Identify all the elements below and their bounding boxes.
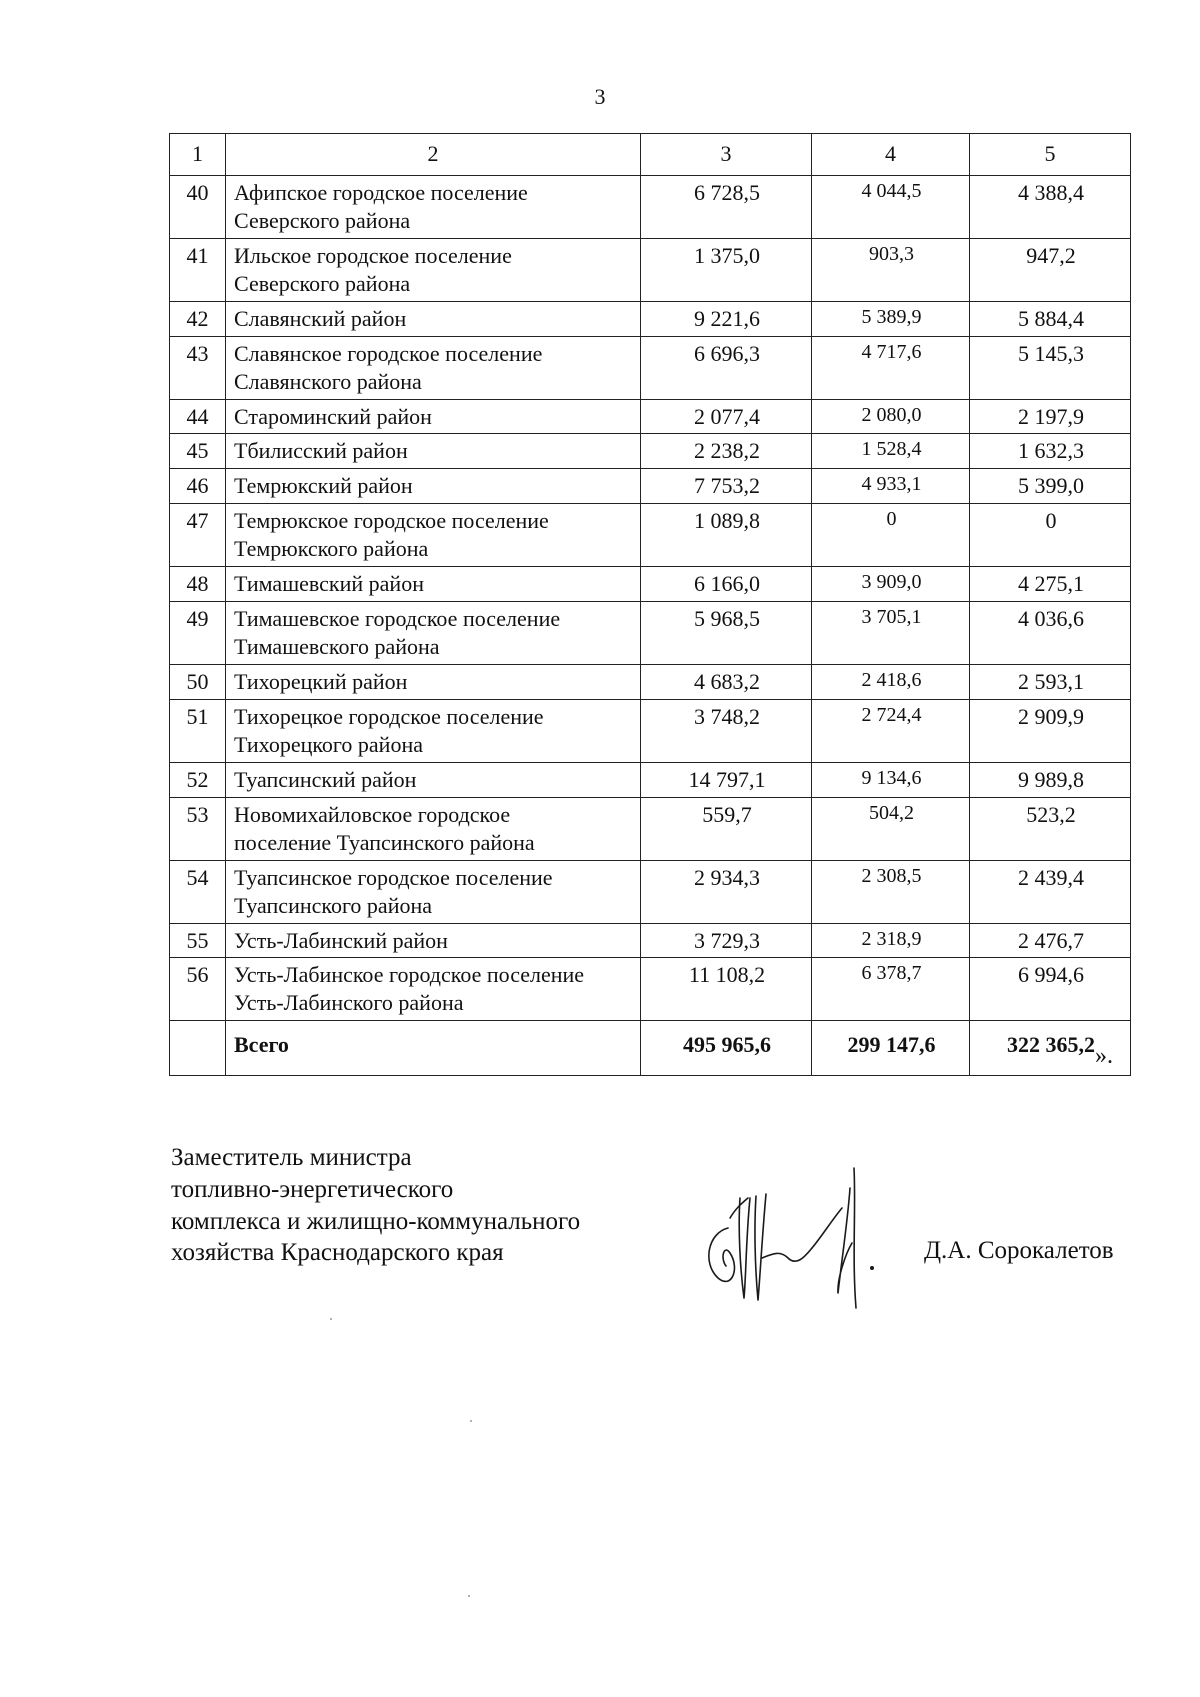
row-name-line: Темрюкского района	[234, 536, 429, 562]
row-number-cell: 44	[170, 399, 226, 434]
row-col4-cell: 1 528,4	[812, 434, 970, 469]
row-col3-cell: 9 221,6	[641, 301, 812, 336]
row-name-cell	[226, 238, 641, 301]
scan-speck	[468, 1595, 470, 1597]
row-col5-cell: 4 036,6	[970, 602, 1131, 665]
row-col5-cell: 2 909,9	[970, 699, 1131, 762]
row-name-cell	[226, 399, 641, 434]
row-number-cell: 40	[170, 175, 226, 238]
row-col4-cell: 3 909,0	[812, 567, 970, 602]
row-name-cell	[226, 434, 641, 469]
row-col3-cell: 2 238,2	[641, 434, 812, 469]
table-row	[170, 504, 1131, 567]
row-name-line: Тбилисский район	[234, 438, 408, 464]
total-col5-cell: 322 365,2	[970, 1021, 1131, 1076]
row-name-cell	[226, 797, 641, 860]
row-col4-cell: 2 724,4	[812, 699, 970, 762]
row-col5-cell: 947,2	[970, 238, 1131, 301]
total-number-cell	[170, 1021, 226, 1076]
signatory-title-line: хозяйства Краснодарского края	[171, 1239, 504, 1267]
row-name-line: Тихорецкий район	[234, 669, 408, 694]
total-row	[170, 1021, 1131, 1076]
row-col5-cell: 5 399,0	[970, 469, 1131, 504]
scan-speck	[330, 1318, 332, 1320]
closing-quote: ».	[1095, 1043, 1113, 1069]
total-col4-cell: 299 147,6	[812, 1021, 970, 1076]
row-name-cell	[226, 958, 641, 1021]
signer-name: Д.А. Сорокалетов	[924, 1237, 1114, 1264]
row-name-line: Славянского района	[234, 368, 422, 394]
row-col5-cell: 9 989,8	[970, 762, 1131, 797]
row-col3-cell: 1 375,0	[641, 238, 812, 301]
row-col3-cell: 2 077,4	[641, 399, 812, 434]
row-col4-cell: 4 044,5	[812, 175, 970, 238]
table-row	[170, 762, 1131, 797]
row-col5-cell: 5 884,4	[970, 301, 1131, 336]
row-col4-cell: 903,3	[812, 238, 970, 301]
row-name-cell	[226, 762, 641, 797]
row-col4-cell: 504,2	[812, 797, 970, 860]
signatory-title-line: топливно-энергетического	[171, 1175, 454, 1203]
row-number-cell: 54	[170, 860, 226, 923]
row-col5-cell: 6 994,6	[970, 958, 1131, 1021]
table-header-row	[170, 134, 1131, 176]
row-col4-cell: 3 705,1	[812, 602, 970, 665]
row-name-line: Славянский район	[234, 305, 407, 331]
budget-table	[169, 133, 1131, 1076]
row-col4-cell: 4 717,6	[812, 336, 970, 399]
row-name-line: Новомихайловское городское	[234, 801, 511, 827]
table-row	[170, 923, 1131, 958]
table-row	[170, 860, 1131, 923]
row-number-cell: 42	[170, 301, 226, 336]
row-col5-cell: 1 632,3	[970, 434, 1131, 469]
row-col3-cell: 3 748,2	[641, 699, 812, 762]
row-number-cell: 52	[170, 762, 226, 797]
row-col3-cell: 6 728,5	[641, 175, 812, 238]
row-name-cell	[226, 860, 641, 923]
row-name-line: Староминский район	[234, 403, 432, 429]
row-col4-cell: 2 308,5	[812, 860, 970, 923]
row-col4-cell: 9 134,6	[812, 762, 970, 797]
row-name-cell	[226, 567, 641, 602]
row-col3-cell: 14 797,1	[641, 762, 812, 797]
row-col3-cell: 5 968,5	[641, 602, 812, 665]
row-name-line: Северского района	[234, 270, 411, 296]
row-name-cell	[226, 504, 641, 567]
row-col3-cell: 6 696,3	[641, 336, 812, 399]
row-name-line: Темрюкское городское поселение	[234, 508, 549, 534]
table-row	[170, 301, 1131, 336]
row-col5-cell: 2 197,9	[970, 399, 1131, 434]
row-name-line: Тимашевское городское поселение	[234, 606, 561, 632]
header-cell-5: 5	[970, 134, 1131, 176]
row-col4-cell: 6 378,7	[812, 958, 970, 1021]
page-number: 3	[594, 84, 606, 109]
row-col4-cell: 5 389,9	[812, 301, 970, 336]
row-name-line: поселение Туапсинского района	[234, 829, 535, 855]
row-name-cell	[226, 336, 641, 399]
row-col5-cell: 2 476,7	[970, 923, 1131, 958]
row-number-cell: 56	[170, 958, 226, 1021]
row-col4-cell: 0	[812, 504, 970, 567]
row-number-cell: 45	[170, 434, 226, 469]
row-col3-cell: 559,7	[641, 797, 812, 860]
signatory-title	[171, 1142, 580, 1269]
table-row	[170, 175, 1131, 238]
row-number-cell: 51	[170, 699, 226, 762]
row-number-cell: 55	[170, 923, 226, 958]
row-name-line: Усть-Лабинский район	[234, 927, 448, 953]
row-number-cell: 47	[170, 504, 226, 567]
header-cell-1: 1	[170, 134, 226, 176]
row-number-cell: 41	[170, 238, 226, 301]
row-number-cell: 48	[170, 567, 226, 602]
row-number-cell: 50	[170, 665, 226, 700]
table-row	[170, 336, 1131, 399]
row-name-cell	[226, 301, 641, 336]
row-col5-cell: 4 388,4	[970, 175, 1131, 238]
row-name-line: Тихорецкое городское поселение	[234, 703, 544, 729]
table-row	[170, 434, 1131, 469]
row-name-cell	[226, 699, 641, 762]
row-col4-cell: 2 418,6	[812, 665, 970, 700]
row-name-cell	[226, 469, 641, 504]
row-col4-cell: 2 318,9	[812, 923, 970, 958]
row-name-cell	[226, 923, 641, 958]
row-col3-cell: 6 166,0	[641, 567, 812, 602]
row-name-line: Туапсинского района	[234, 892, 432, 918]
row-col4-cell: 2 080,0	[812, 399, 970, 434]
total-label-cell: Всего	[226, 1021, 641, 1076]
table-row	[170, 797, 1131, 860]
table-row	[170, 699, 1131, 762]
header-cell-4: 4	[812, 134, 970, 176]
row-name-line: Темрюкский район	[234, 473, 413, 499]
row-name-line: Туапсинское городское поселение	[234, 864, 553, 890]
row-name-line: Ильское городское поселение	[234, 242, 512, 268]
table-row	[170, 958, 1131, 1021]
row-col4-cell: 4 933,1	[812, 469, 970, 504]
row-name-line: Тихорецкого района	[234, 731, 423, 757]
handwritten-signature	[700, 1158, 900, 1318]
row-name-cell	[226, 665, 641, 700]
row-name-line: Усть-Лабинского района	[234, 990, 464, 1016]
row-col3-cell: 4 683,2	[641, 665, 812, 700]
row-col3-cell: 2 934,3	[641, 860, 812, 923]
row-name-line: Афипское городское поселение	[234, 179, 528, 205]
row-col5-cell: 4 275,1	[970, 567, 1131, 602]
row-number-cell: 46	[170, 469, 226, 504]
row-name-line: Северского района	[234, 207, 411, 233]
row-col3-cell: 7 753,2	[641, 469, 812, 504]
table-row	[170, 399, 1131, 434]
row-col3-cell: 3 729,3	[641, 923, 812, 958]
row-col3-cell: 1 089,8	[641, 504, 812, 567]
table-row	[170, 469, 1131, 504]
row-col5-cell: 2 593,1	[970, 665, 1131, 700]
row-name-line: Тимашевский район	[234, 571, 424, 597]
row-col5-cell: 5 145,3	[970, 336, 1131, 399]
total-col3-cell: 495 965,6	[641, 1021, 812, 1076]
header-cell-2: 2	[226, 134, 641, 176]
row-name-cell	[226, 602, 641, 665]
row-number-cell: 43	[170, 336, 226, 399]
table-row	[170, 567, 1131, 602]
row-col5-cell: 0	[970, 504, 1131, 567]
row-number-cell: 49	[170, 602, 226, 665]
table-row	[170, 238, 1131, 301]
row-col3-cell: 11 108,2	[641, 958, 812, 1021]
row-col5-cell: 523,2	[970, 797, 1131, 860]
signatory-title-line: Заместитель министра	[171, 1144, 412, 1171]
row-name-line: Славянское городское поселение	[234, 340, 543, 366]
row-name-cell	[226, 175, 641, 238]
row-number-cell: 53	[170, 797, 226, 860]
signatory-title-line: комплекса и жилищно-коммунального	[171, 1207, 581, 1235]
row-name-line: Тимашевского района	[234, 634, 440, 660]
row-name-line: Усть-Лабинское городское поселение	[234, 962, 585, 988]
row-name-line: Туапсинский район	[234, 766, 417, 792]
row-col5-cell: 2 439,4	[970, 860, 1131, 923]
table-row	[170, 602, 1131, 665]
header-cell-3: 3	[641, 134, 812, 176]
table-row	[170, 665, 1131, 700]
scan-speck	[470, 1420, 472, 1422]
